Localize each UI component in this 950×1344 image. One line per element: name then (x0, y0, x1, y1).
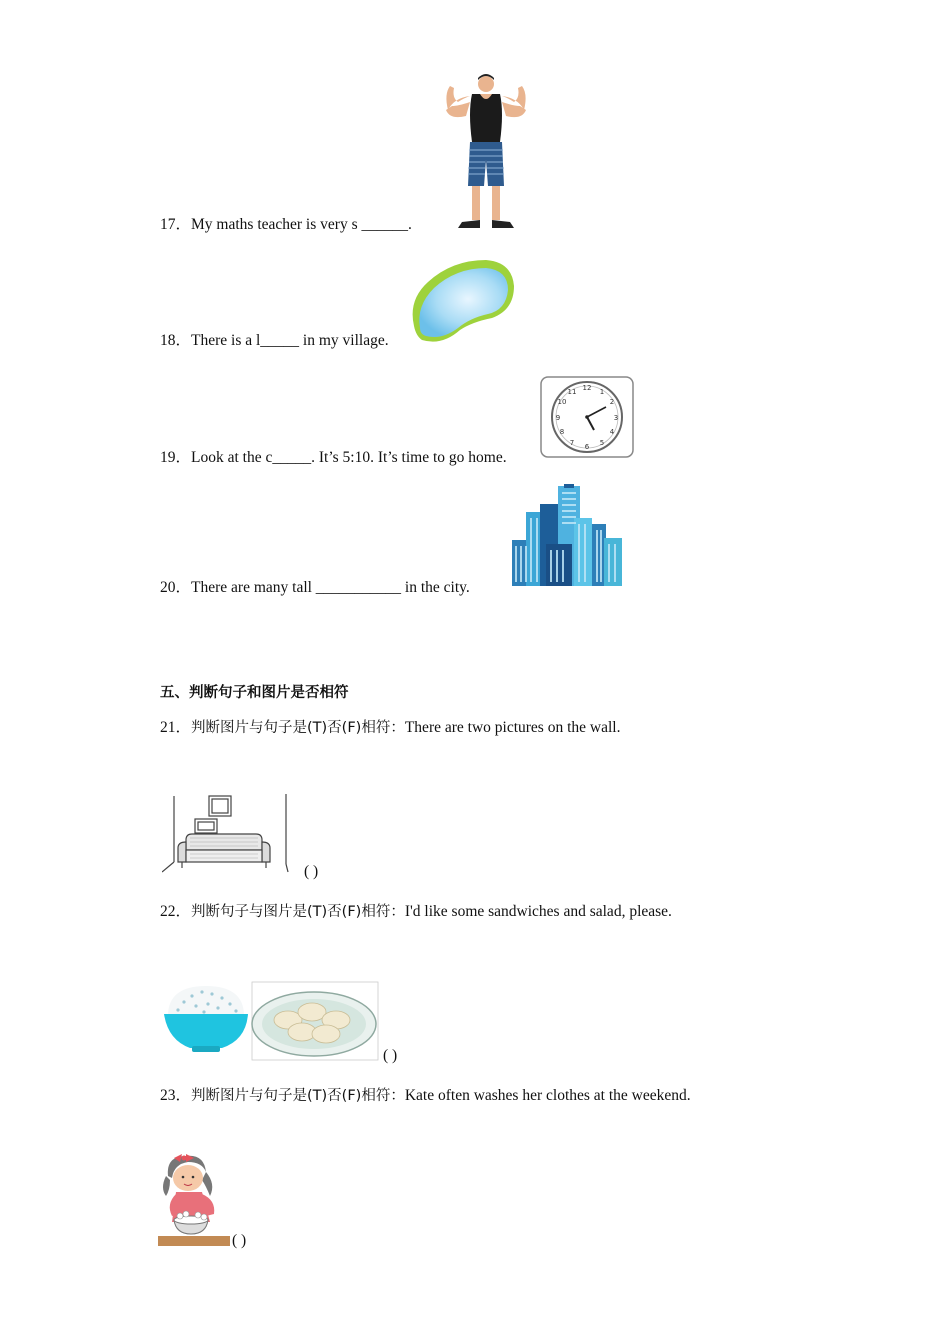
clock-icon (540, 376, 634, 458)
svg-text:4: 4 (609, 428, 615, 436)
svg-text:10: 10 (557, 398, 567, 406)
answer-blank-22[interactable]: ( ) (383, 1047, 398, 1064)
rice-and-dumplings-icon (162, 980, 380, 1062)
question-21: 21．判断图片与句子是(T)否(F)相符：There are two pictures on the wall. (160, 719, 621, 736)
lake-icon (408, 256, 516, 344)
answer-blank-21[interactable]: ( ) (304, 863, 319, 880)
question-18: 18．There is a l_____ in my village. (160, 332, 389, 349)
question-22: 22．判断句子与图片是(T)否(F)相符：I'd like some sandwiches and salad, please. (160, 903, 672, 920)
svg-text:8: 8 (559, 428, 565, 436)
svg-text:6: 6 (584, 443, 590, 451)
svg-text:1: 1 (599, 388, 605, 396)
question-17: 17．My maths teacher is very s ______. (160, 216, 412, 233)
room-with-sofa-icon (162, 792, 290, 874)
buildings-icon (512, 484, 624, 588)
question-19: 19．Look at the c_____. It’s 5:10. It’s time to go home. (160, 449, 507, 466)
svg-text:7: 7 (569, 439, 575, 447)
section-5-heading: 五、判断句子和图片是否相符 (160, 685, 349, 701)
girl-washing-clothes-icon (158, 1150, 232, 1248)
question-20: 20．There are many tall ___________ in the city. (160, 579, 470, 596)
svg-text:3: 3 (613, 414, 619, 422)
svg-text:9: 9 (555, 414, 561, 422)
svg-text:2: 2 (609, 398, 615, 406)
svg-text:5: 5 (599, 439, 605, 447)
svg-text:11: 11 (567, 388, 577, 396)
svg-text:12: 12 (582, 384, 592, 392)
answer-blank-23[interactable]: ( ) (232, 1232, 247, 1249)
strong-man-icon (440, 72, 532, 230)
question-23: 23．判断图片与句子是(T)否(F)相符：Kate often washes her clothes at the weekend. (160, 1087, 691, 1104)
